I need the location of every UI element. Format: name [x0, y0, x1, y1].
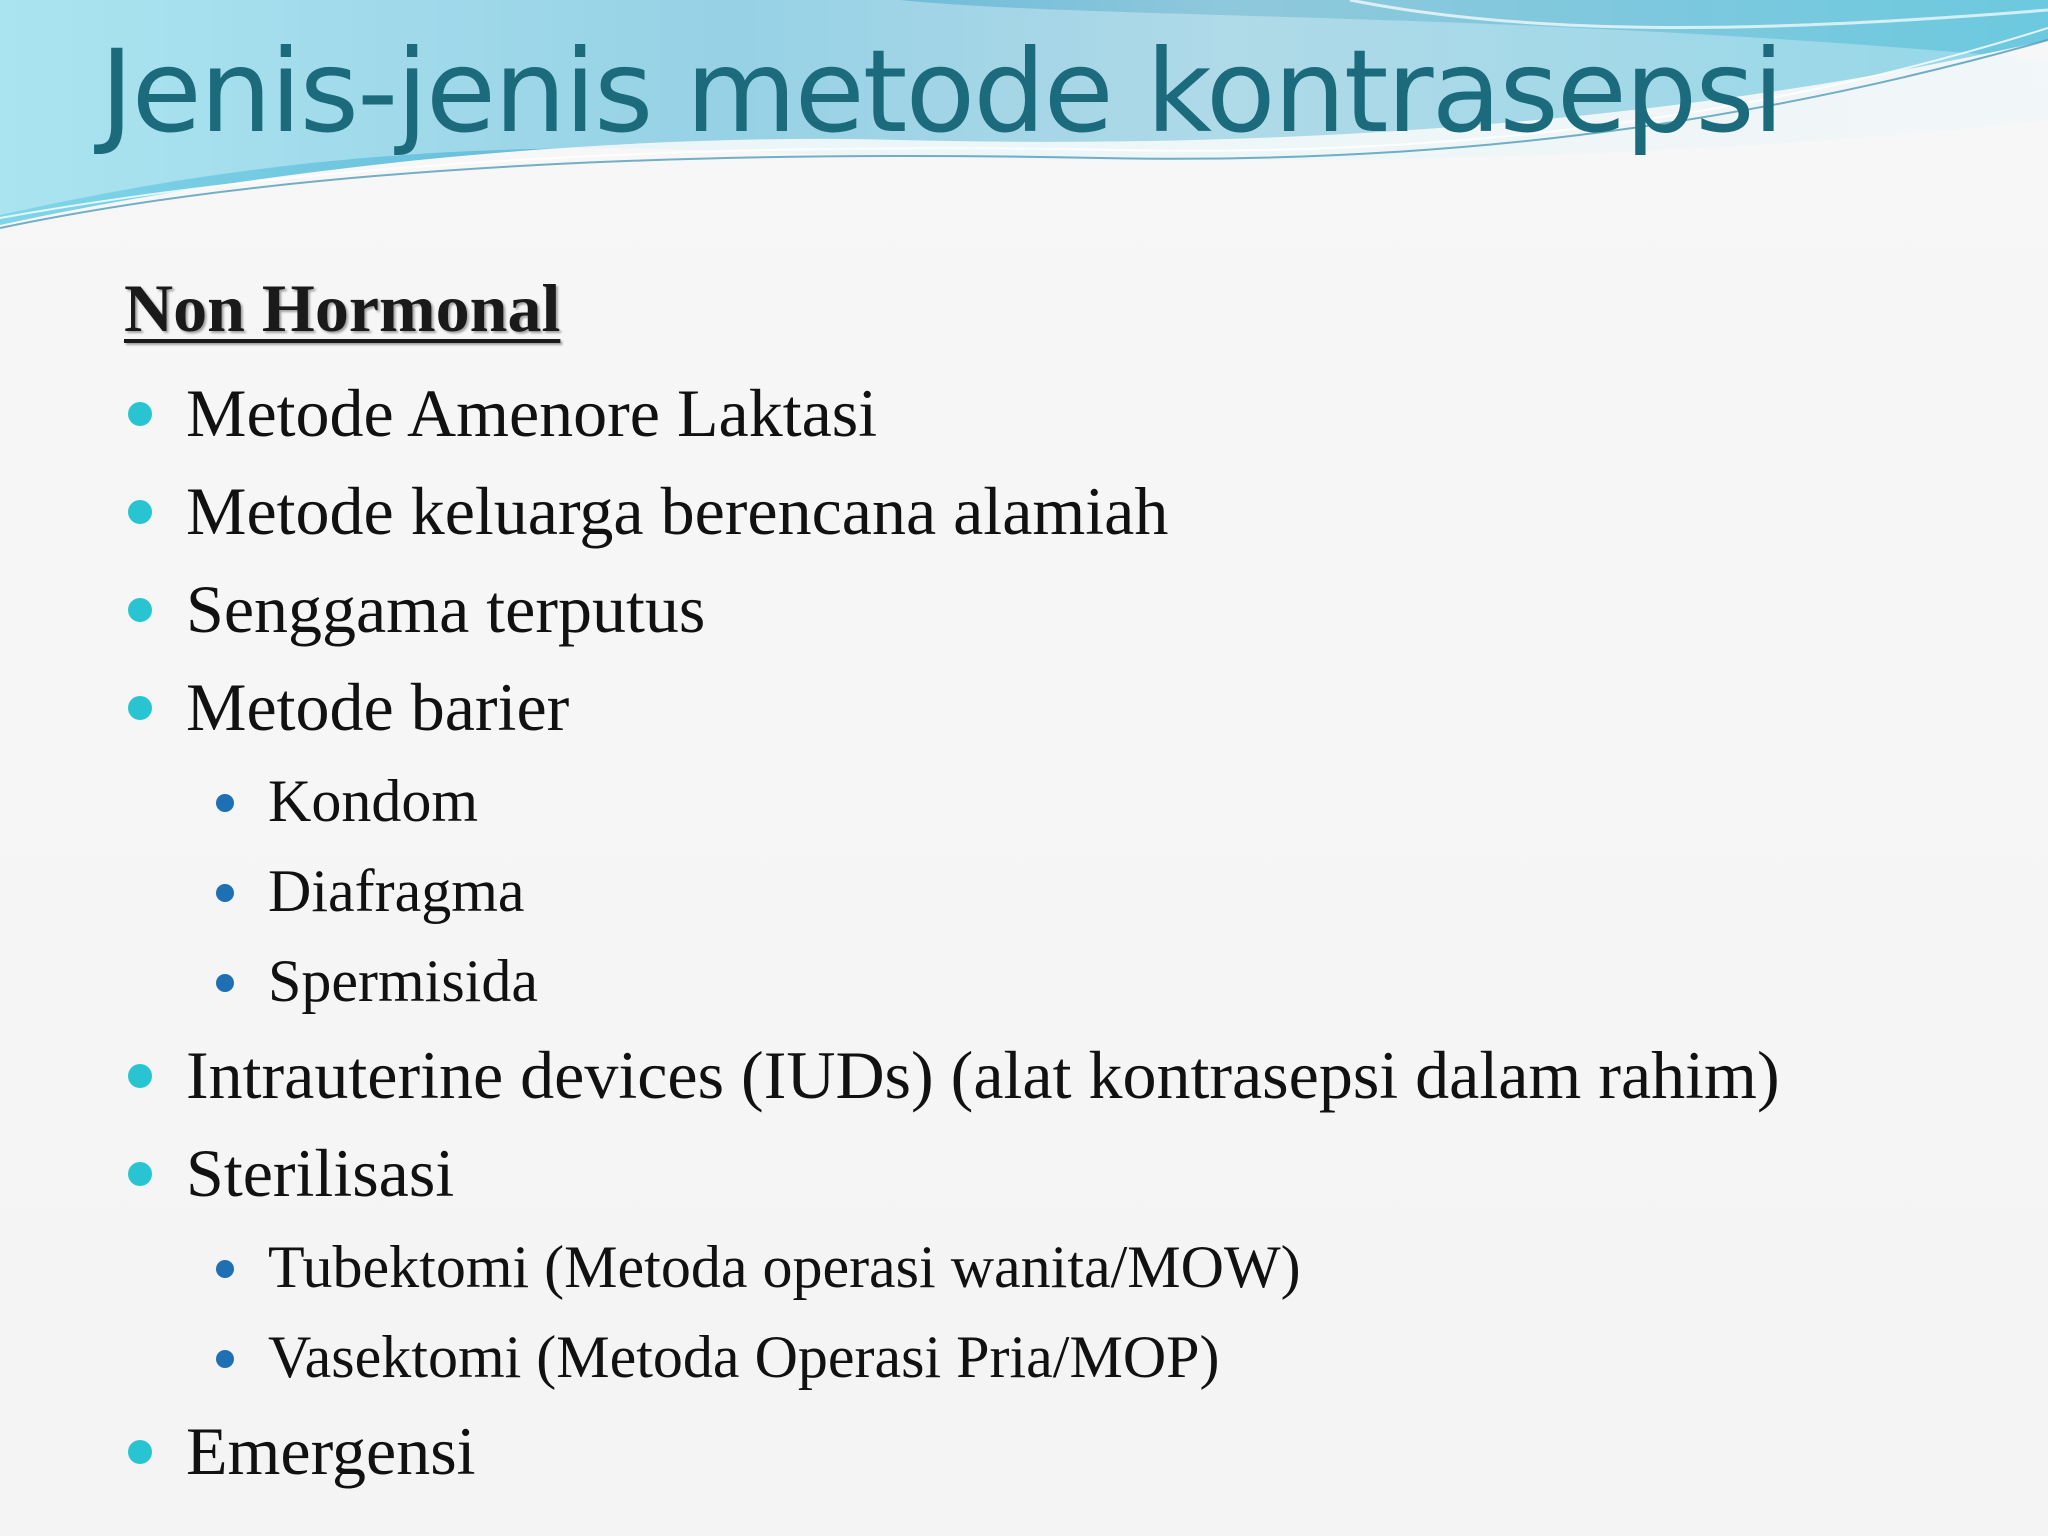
- list-item-label: Metode keluarga berencana alamiah: [186, 473, 1169, 549]
- list-item: [124, 364, 2004, 462]
- slide-content: [124, 266, 2004, 1500]
- sub-bullet-dot-icon: [216, 1350, 234, 1368]
- bullet-dot-icon: [128, 500, 152, 524]
- sub-list-item-label: Tubektomi (Metoda operasi wanita/MOW): [268, 1234, 1301, 1300]
- sub-list-item: [124, 756, 2004, 846]
- sub-bullet-dot-icon: [216, 794, 234, 812]
- sub-list-item: [124, 1312, 2004, 1402]
- list-item: [124, 1402, 2004, 1500]
- sub-list: [186, 756, 2004, 1026]
- list-item-label: Senggama terputus: [186, 571, 706, 647]
- section-heading: Non Hormonal: [124, 270, 561, 346]
- sub-list-item-label: Diafragma: [268, 858, 525, 924]
- sub-list-item-label: Kondom: [268, 768, 478, 834]
- bullet-dot-icon: [128, 1162, 152, 1186]
- sub-bullet-dot-icon: [216, 1260, 234, 1278]
- slide-title: Jenis-jenis metode kontrasepsi: [100, 25, 1783, 158]
- sub-bullet-dot-icon: [216, 884, 234, 902]
- list-item: [124, 560, 2004, 658]
- list-item: [124, 462, 2004, 560]
- sub-list-item-label: Spermisida: [268, 948, 538, 1014]
- list-item-label: Sterilisasi: [186, 1135, 455, 1211]
- list-item: [124, 1124, 2004, 1402]
- sub-bullet-dot-icon: [216, 974, 234, 992]
- list-item-label: Emergensi: [186, 1413, 476, 1489]
- bullet-dot-icon: [128, 402, 152, 426]
- bullet-dot-icon: [128, 598, 152, 622]
- list-item-label: Intrauterine devices (IUDs) (alat kontrasepsi dalam rahim): [186, 1037, 1780, 1113]
- sub-list-item: [124, 936, 2004, 1026]
- list-item-label: Metode barier: [186, 669, 570, 745]
- list-item: [124, 1026, 2004, 1124]
- sub-list-item: [124, 1222, 2004, 1312]
- sub-list-item: [124, 846, 2004, 936]
- bullet-list: [124, 364, 2004, 1500]
- list-item: [124, 658, 2004, 1026]
- bullet-dot-icon: [128, 1440, 152, 1464]
- bullet-dot-icon: [128, 1064, 152, 1088]
- sub-list-item-label: Vasektomi (Metoda Operasi Pria/MOP): [268, 1324, 1220, 1390]
- sub-list: [186, 1222, 2004, 1402]
- bullet-dot-icon: [128, 696, 152, 720]
- list-item-label: Metode Amenore Laktasi: [186, 375, 878, 451]
